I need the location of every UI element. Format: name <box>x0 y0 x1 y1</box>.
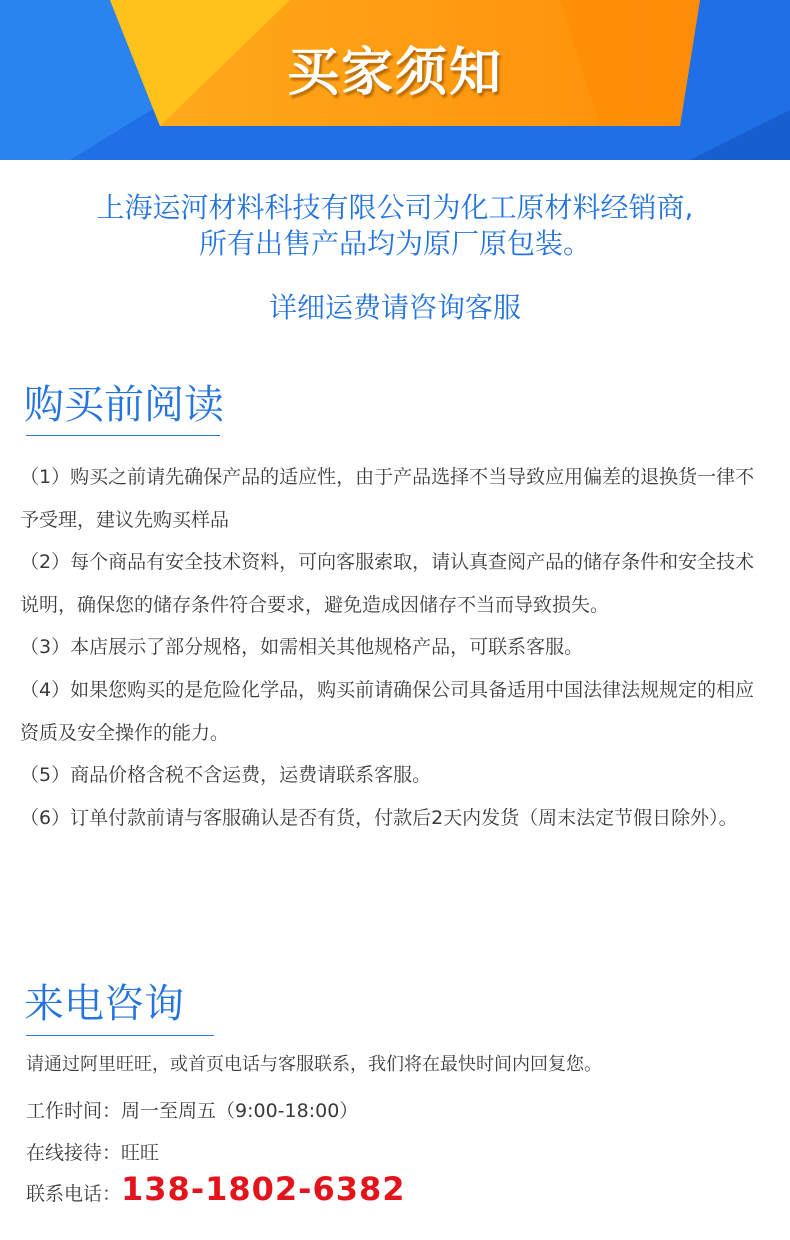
contact-divider <box>26 1035 214 1036</box>
contact-intro: 请通过阿里旺旺，或首页电话与客服联系，我们将在最快时间内回复您。 <box>26 1054 602 1075</box>
notice-item-3: （3）本店展示了部分规格，如需相关其他规格产品，可联系客服。 <box>20 636 584 659</box>
intro-package-line: 所有出售产品均为原厂原包装。 <box>198 227 591 260</box>
intro-company-line: 上海运河材料科技有限公司为化工原材料经销商, <box>96 191 694 224</box>
phone-number[interactable]: 138-1802-6382 <box>121 1170 406 1208</box>
notice-item-1: （1）购买之前请先确保产品的适应性，由于产品选择不当导致应用偏差的退换货一律不予受理，建议先购买样品 <box>20 466 755 531</box>
phone-label: 联系电话： <box>26 1183 122 1205</box>
working-hours-label: 工作时间： <box>26 1100 122 1122</box>
online-service-label: 在线接待： <box>26 1142 122 1164</box>
notice-item-5: （5）商品价格含税不含运费，运费请联系客服。 <box>20 764 432 787</box>
banner-title: 买家须知 <box>286 43 503 103</box>
notice-heading: 购买前阅读 <box>24 382 224 428</box>
contact-heading: 来电咨询 <box>24 981 184 1027</box>
phone-contact <box>26 1170 406 1208</box>
intro-shipping-line: 详细运费请咨询客服 <box>268 291 521 324</box>
notice-list <box>20 456 772 839</box>
online-service-value: 旺旺 <box>121 1142 160 1164</box>
working-hours <box>26 1096 358 1123</box>
online-service <box>26 1138 159 1165</box>
notice-item-4: （4）如果您购买的是危险化学品，购买前请确保公司具备适用中国法律法规规定的相应资质及安全操作的能力。 <box>20 678 755 744</box>
working-hours-value: 周一至周五（9:00-18:00） <box>121 1100 359 1122</box>
header-banner <box>0 0 790 160</box>
notice-item-2: （2）每个商品有安全技术资料，可向客服索取，请认真查阅产品的储存条件和安全技术说明，确保您的储存条件符合要求，避免造成因储存不当而导致损失。 <box>20 551 755 616</box>
notice-item-6: （6）订单付款前请与客服确认是否有货，付款后2天内发货（周末法定节假日除外）。 <box>20 806 738 829</box>
notice-divider <box>26 435 220 436</box>
